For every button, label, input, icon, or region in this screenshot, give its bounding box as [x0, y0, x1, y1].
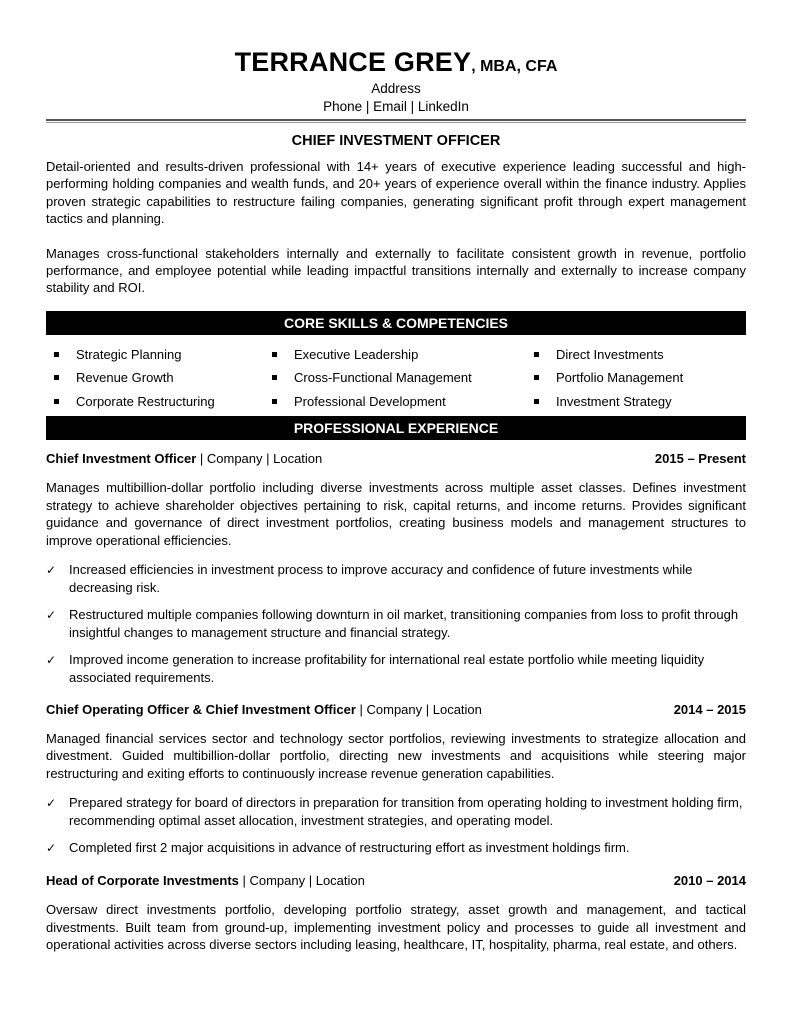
achievement-text: Improved income generation to increase profitability for international real estate portfolio while meeting liquidity associated requirements.	[69, 651, 705, 685]
header-divider	[46, 119, 746, 123]
achievement-text: Restructured multiple companies following downturn in oil market, transitioning companies from loss to profit through insightful changes to management structure and financial strategy.	[69, 606, 739, 640]
achievement-item	[46, 839, 746, 857]
job-dates: 2015 – Present	[654, 451, 746, 467]
skills-column-1	[54, 343, 272, 414]
job-achievements	[46, 794, 746, 857]
summary-paragraph-1: Detail-oriented and results-driven professional with 14+ years of executive experience leading successful and high-performing holding companies and wealth funds, and 20+ years of experience overall within the finance industry. Applies proven strategic capabilities to restructure failing companies, generating significant profit through expert management tactics and planning.	[46, 159, 746, 227]
job-description: Manages multibillion-dollar portfolio including diverse investments across multiple asset classes. Defines investment strategy to achieve shareholder objectives pertaining to risk, capital returns, and income returns. Provides significant guidance and governance of direct investment portfolios, creating business models and management structures to improve operational efficiencies.	[46, 480, 746, 548]
contact-line: Phone | Email | LinkedIn	[323, 99, 469, 114]
skill-item: Corporate Restructuring	[54, 390, 272, 414]
checkmark-icon: ✓	[46, 796, 57, 811]
job-dates: 2014 – 2015	[673, 701, 746, 717]
name-header	[46, 44, 746, 80]
checkmark-icon: ✓	[46, 562, 57, 577]
job-role: Head of Corporate Investments	[46, 873, 239, 889]
skill-item: Executive Leadership	[272, 343, 534, 367]
job-meta: | Company | Location	[238, 873, 365, 889]
checkmark-icon: ✓	[46, 841, 57, 856]
job-meta: | Company | Location	[196, 451, 323, 467]
achievement-item	[46, 651, 746, 687]
summary-paragraph-2: Manages cross-functional stakeholders internally and externally to facilitate consistent growth in revenue, portfolio performance, and employee potential while leading impactful transitions internally and externally to increase company stability and ROI.	[46, 245, 746, 296]
address-line: Address	[371, 81, 421, 96]
job-dates: 2010 – 2014	[673, 873, 746, 889]
skill-item: Direct Investments	[534, 343, 734, 367]
candidate-name: TERRANCE GREY	[234, 47, 472, 77]
resume-page	[46, 44, 746, 953]
job-title-line	[46, 450, 322, 468]
skills-column-3	[534, 343, 734, 414]
job-header	[46, 450, 746, 468]
skill-item: Portfolio Management	[534, 366, 734, 390]
skill-item: Revenue Growth	[54, 366, 272, 390]
job-meta: | Company | Location	[355, 701, 482, 717]
job-title-line	[46, 872, 365, 890]
skill-item: Strategic Planning	[54, 343, 272, 367]
section-heading-skills: CORE SKILLS & COMPETENCIES	[46, 311, 746, 335]
checkmark-icon: ✓	[46, 607, 57, 622]
skill-item: Investment Strategy	[534, 390, 734, 414]
job-header	[46, 872, 746, 890]
achievement-item	[46, 794, 746, 830]
skills-column-2	[272, 343, 534, 414]
achievement-text: Completed first 2 major acquisitions in advance of restructuring effort as investment holdings firm.	[69, 840, 630, 856]
checkmark-icon: ✓	[46, 652, 57, 667]
candidate-credentials: , MBA, CFA	[471, 58, 558, 75]
job-description: Oversaw direct investments portfolio, developing portfolio strategy, asset growth and management, and tactical divestments. Built team from ground-up, implementing investment policy and processes to guide all investment and operational activities across diverse sectors including leasing, healthcare, IT, hospitality, pharma, real estate, and others.	[46, 902, 746, 952]
achievement-text: Prepared strategy for board of directors in preparation for transition from operating holding to investment holding firm, recommending optimal asset allocation, investment strategies, and operating model.	[69, 795, 743, 829]
achievement-item	[46, 561, 746, 597]
achievement-item	[46, 606, 746, 642]
job-description: Managed financial services sector and technology sector portfolios, reviewing investments to strategize allocation and divestment. Guided multibillion-dollar portfolio, directing new investments and acquisitions while steering major restructuring and exiting efforts to continuously increase revenue generation capabilities.	[46, 730, 746, 781]
job-achievements	[46, 561, 746, 687]
achievement-text: Increased efficiencies in investment process to improve accuracy and confidence of future investments while decreasing risk.	[69, 561, 693, 595]
professional-title: CHIEF INVESTMENT OFFICER	[291, 133, 501, 149]
skill-item: Professional Development	[272, 390, 534, 414]
skill-item: Cross-Functional Management	[272, 366, 534, 390]
job-role: Chief Investment Officer	[46, 451, 197, 467]
job-title-line	[46, 701, 482, 719]
job-role: Chief Operating Officer & Chief Investment Officer	[46, 701, 356, 717]
skills-grid	[54, 343, 746, 414]
section-heading-experience: PROFESSIONAL EXPERIENCE	[46, 416, 746, 440]
job-header	[46, 701, 746, 719]
